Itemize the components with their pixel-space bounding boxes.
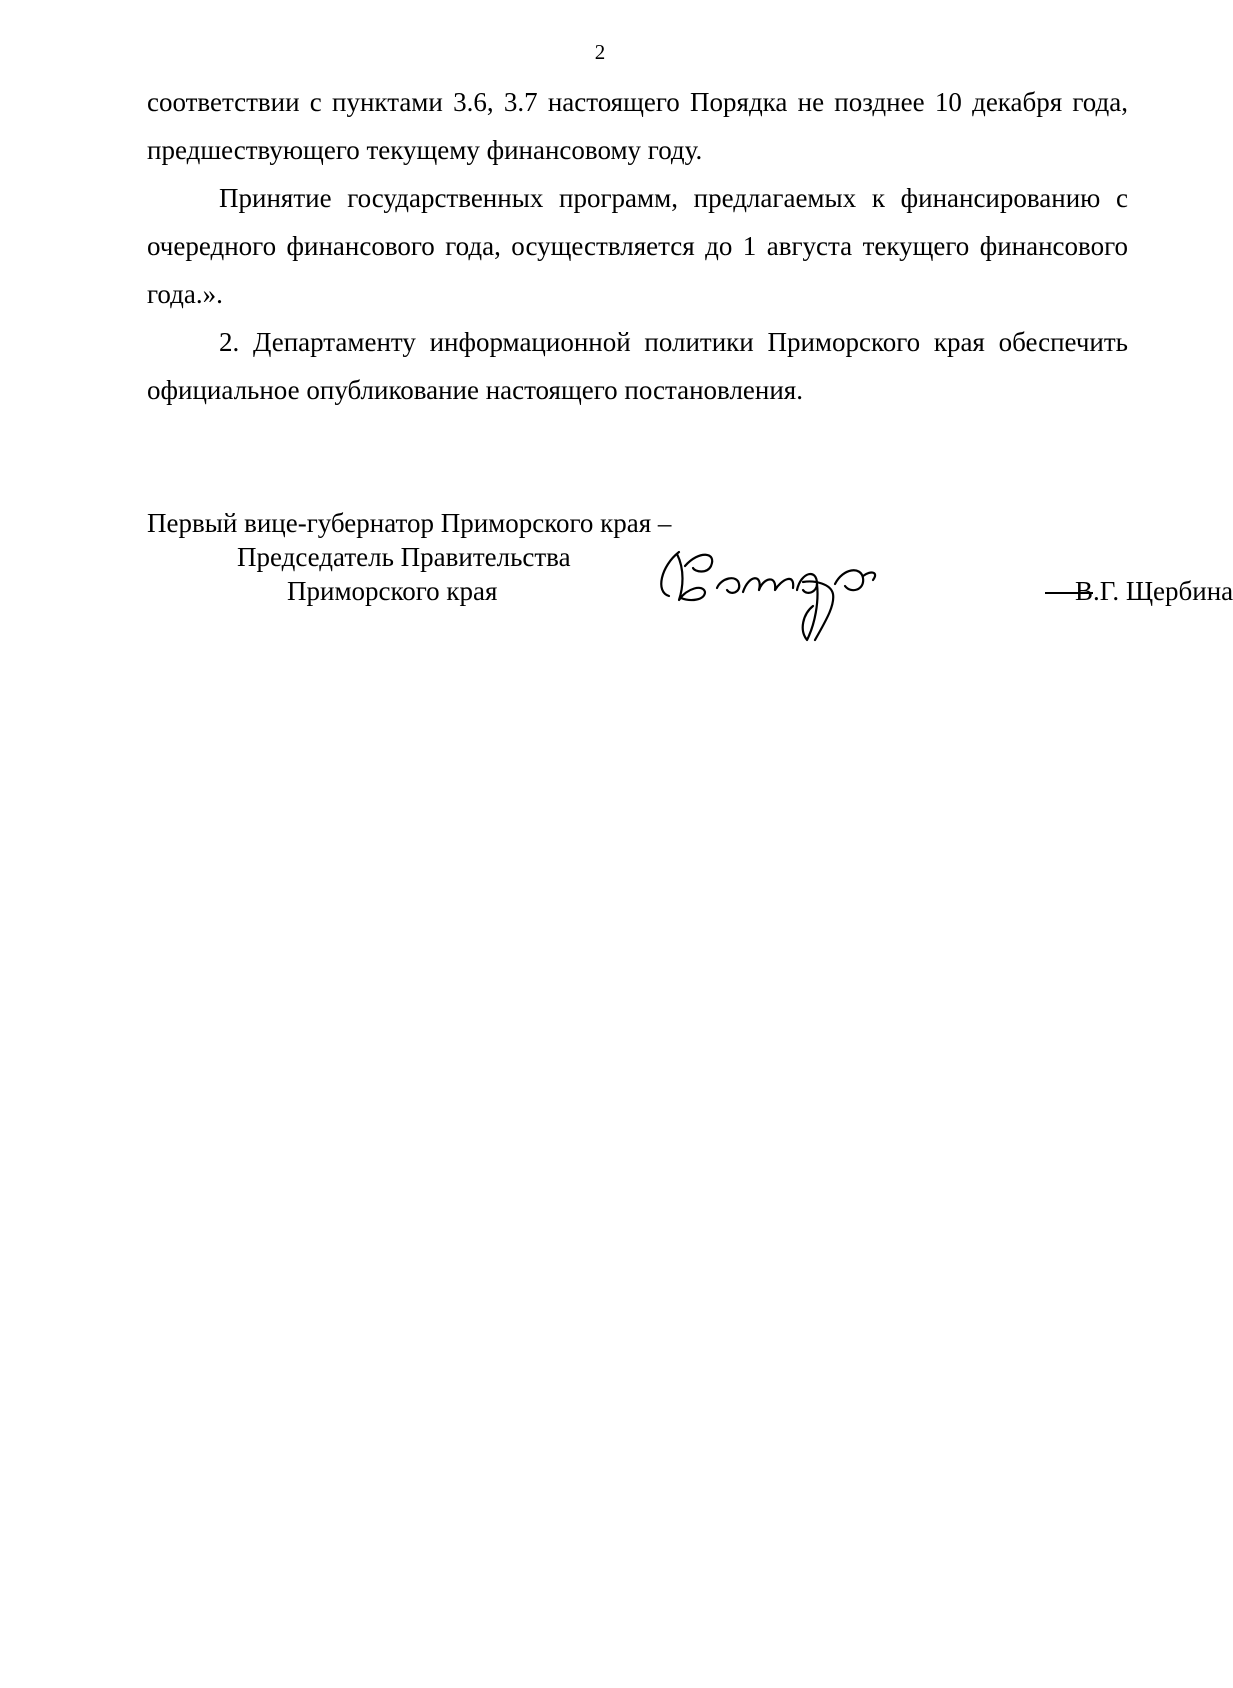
paragraph-program-adoption: Принятие государственных программ, предлагаемых к финансированию с очередного финансового года, осуществляется до 1 августа текущего финансового года.». — [147, 183, 1128, 309]
page-number: 2 — [594, 40, 606, 64]
document-body — [147, 78, 1128, 414]
signatory-title-line-1: Первый вице-губернатор Приморского края – — [147, 508, 672, 538]
signature-block — [147, 508, 1233, 648]
signatory-name: В.Г. Щербина — [1075, 576, 1233, 606]
signatory-title-line-3: Приморского края — [287, 576, 498, 606]
paragraph-continuation: соответствии с пунктами 3.6, 3.7 настоящего Порядка не позднее 10 декабря года, предшествующего текущему финансовому году. — [147, 87, 1128, 165]
signatory-title-line-2: Председатель Правительства — [237, 542, 571, 572]
handwritten-signature — [647, 544, 987, 644]
paragraph-publication-order: 2. Департаменту информационной политики Приморского края обеспечить официальное опубликование настоящего постановления. — [147, 327, 1128, 405]
